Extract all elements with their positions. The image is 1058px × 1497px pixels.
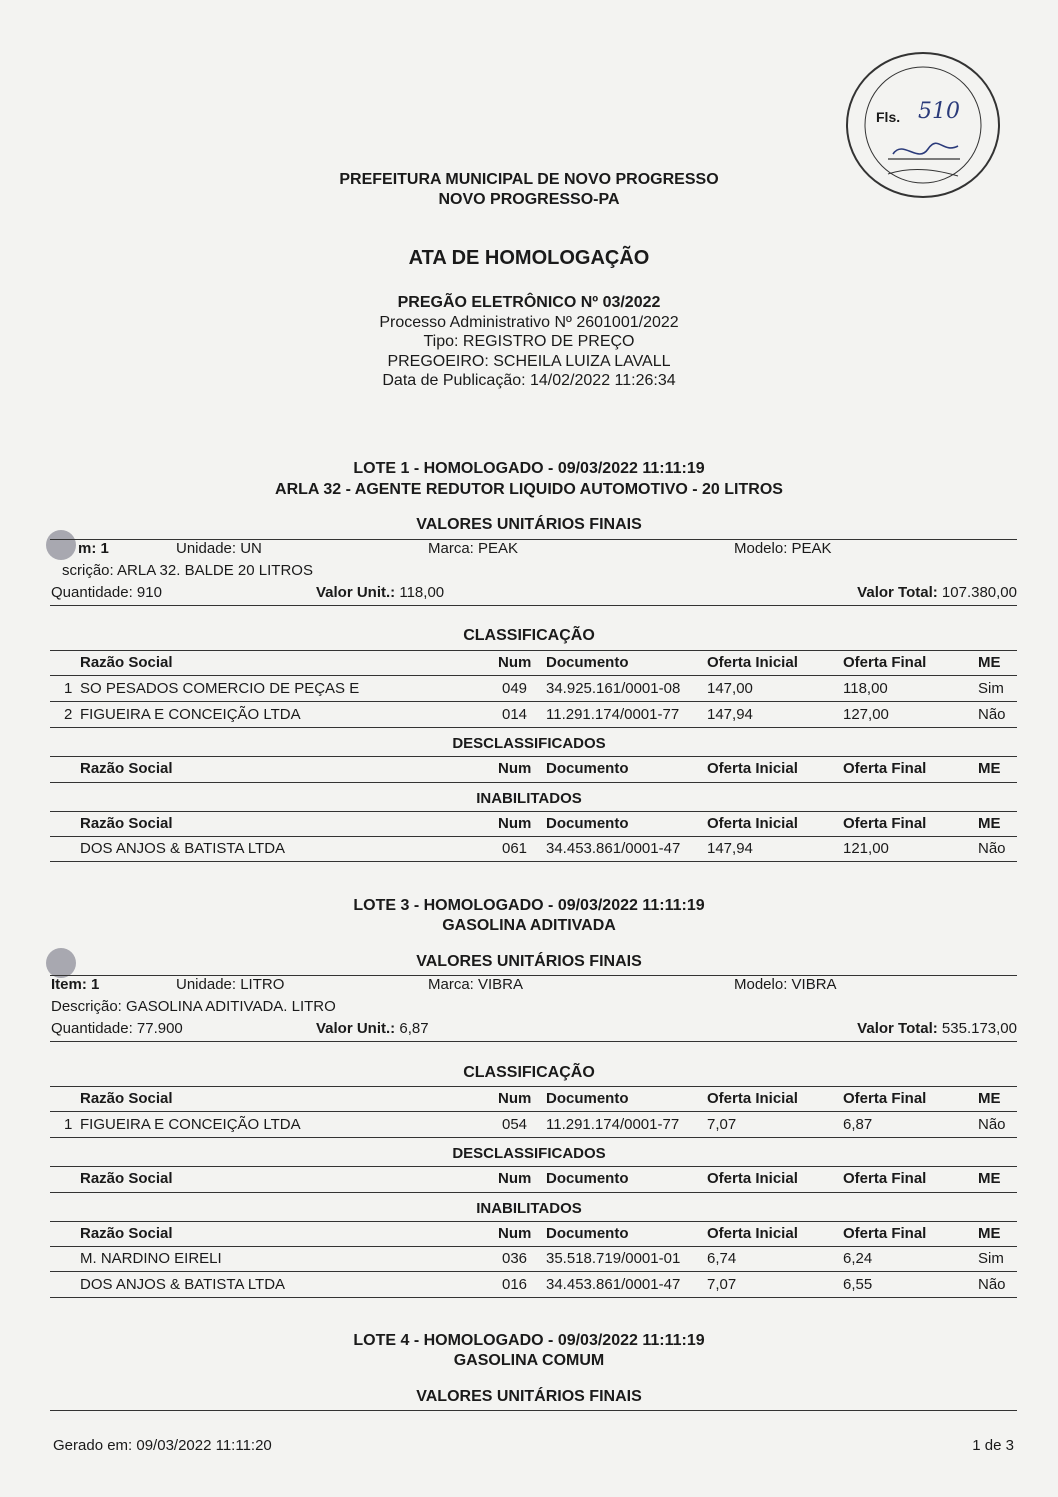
divider	[50, 1271, 1017, 1272]
lote1-unidade: Unidade: UN	[176, 540, 262, 557]
municipality-name: PREFEITURA MUNICIPAL DE NOVO PROGRESSO	[339, 171, 719, 188]
lote3-valor-unit: Valor Unit.: 6,87	[316, 1020, 429, 1037]
divider	[50, 1137, 1017, 1138]
lote1-descricao: scrição: ARLA 32. BALDE 20 LITROS	[62, 562, 313, 579]
lote1-valores-heading: VALORES UNITÁRIOS FINAIS	[416, 516, 642, 533]
lote3-quantidade: Quantidade: 77.900	[51, 1020, 183, 1037]
lote3-item: Item: 1	[51, 976, 100, 993]
lote4-title: LOTE 4 - HOMOLOGADO - 09/03/2022 11:11:19	[353, 1332, 705, 1349]
lote1-classificacao-heading: CLASSIFICAÇÃO	[463, 627, 595, 644]
tipo: Tipo: REGISTRO DE PREÇO	[423, 333, 635, 350]
divider	[50, 675, 1017, 676]
lote1-inabilitados-heading: INABILITADOS	[476, 790, 582, 807]
lote1-valor-total: Valor Total: 107.380,00	[857, 584, 1017, 601]
lote1-marca: Marca: PEAK	[428, 540, 519, 557]
lote1-desclassificados-heading: DESCLASSIFICADOS	[452, 735, 606, 752]
divider	[50, 1410, 1017, 1411]
pregoeiro: PREGOEIRO: SCHEILA LUIZA LAVALL	[387, 353, 671, 370]
divider	[50, 756, 1017, 757]
divider	[50, 1246, 1017, 1247]
lote3-unidade: Unidade: LITRO	[176, 976, 285, 993]
lote1-modelo: Modelo: PEAK	[734, 540, 832, 557]
stamp-fls: Fls.	[876, 109, 901, 125]
lote1-valor-unit: Valor Unit.: 118,00	[316, 584, 445, 601]
divider	[50, 836, 1017, 837]
page-number: 1 de 3	[972, 1437, 1014, 1454]
publicacao-date: Data de Publicação: 14/02/2022 11:26:34	[382, 372, 676, 389]
divider	[50, 727, 1017, 728]
municipality-city: NOVO PROGRESSO-PA	[438, 191, 620, 208]
page-title: ATA DE HOMOLOGAÇÃO	[408, 247, 650, 269]
divider	[50, 1041, 1017, 1042]
lote1-title: LOTE 1 - HOMOLOGADO - 09/03/2022 11:11:19	[353, 460, 705, 477]
lote1-subtitle: ARLA 32 - AGENTE REDUTOR LIQUIDO AUTOMOTIVO - 20 LITROS	[275, 481, 783, 498]
divider	[50, 1192, 1017, 1193]
lote3-descricao: Descrição: GASOLINA ADITIVADA. LITRO	[51, 998, 336, 1015]
divider	[50, 782, 1017, 783]
lote3-valor-total: Valor Total: 535.173,00	[857, 1020, 1017, 1037]
pregao-number: PREGÃO ELETRÔNICO Nº 03/2022	[397, 294, 661, 311]
lote3-subtitle: GASOLINA ADITIVADA	[442, 917, 616, 934]
lote4-valores-heading: VALORES UNITÁRIOS FINAIS	[416, 1388, 642, 1405]
divider	[50, 811, 1017, 812]
divider	[50, 1221, 1017, 1222]
lote3-title: LOTE 3 - HOMOLOGADO - 09/03/2022 11:11:19	[353, 897, 705, 914]
lote4-subtitle: GASOLINA COMUM	[453, 1352, 605, 1369]
processo: Processo Administrativo Nº 2601001/2022	[379, 314, 679, 331]
lote3-valores-heading: VALORES UNITÁRIOS FINAIS	[416, 953, 642, 970]
divider	[50, 1086, 1017, 1087]
footer-generated: Gerado em: 09/03/2022 11:11:20	[53, 1437, 272, 1454]
divider	[50, 1297, 1017, 1298]
divider	[50, 701, 1017, 702]
lote3-classificacao-heading: CLASSIFICAÇÃO	[463, 1064, 595, 1081]
lote3-desclassificados-heading: DESCLASSIFICADOS	[452, 1145, 606, 1162]
lote1-quantidade: Quantidade: 910	[51, 584, 162, 601]
stamp-number: 510	[918, 99, 960, 124]
lote3-modelo: Modelo: VIBRA	[734, 976, 837, 993]
lote1-item: m: 1	[78, 540, 109, 557]
divider	[50, 650, 1017, 651]
lote3-inabilitados-heading: INABILITADOS	[476, 1200, 582, 1217]
divider	[50, 861, 1017, 862]
lote3-marca: Marca: VIBRA	[428, 976, 524, 993]
divider	[50, 1111, 1017, 1112]
divider	[50, 1166, 1017, 1167]
divider	[50, 605, 1017, 606]
